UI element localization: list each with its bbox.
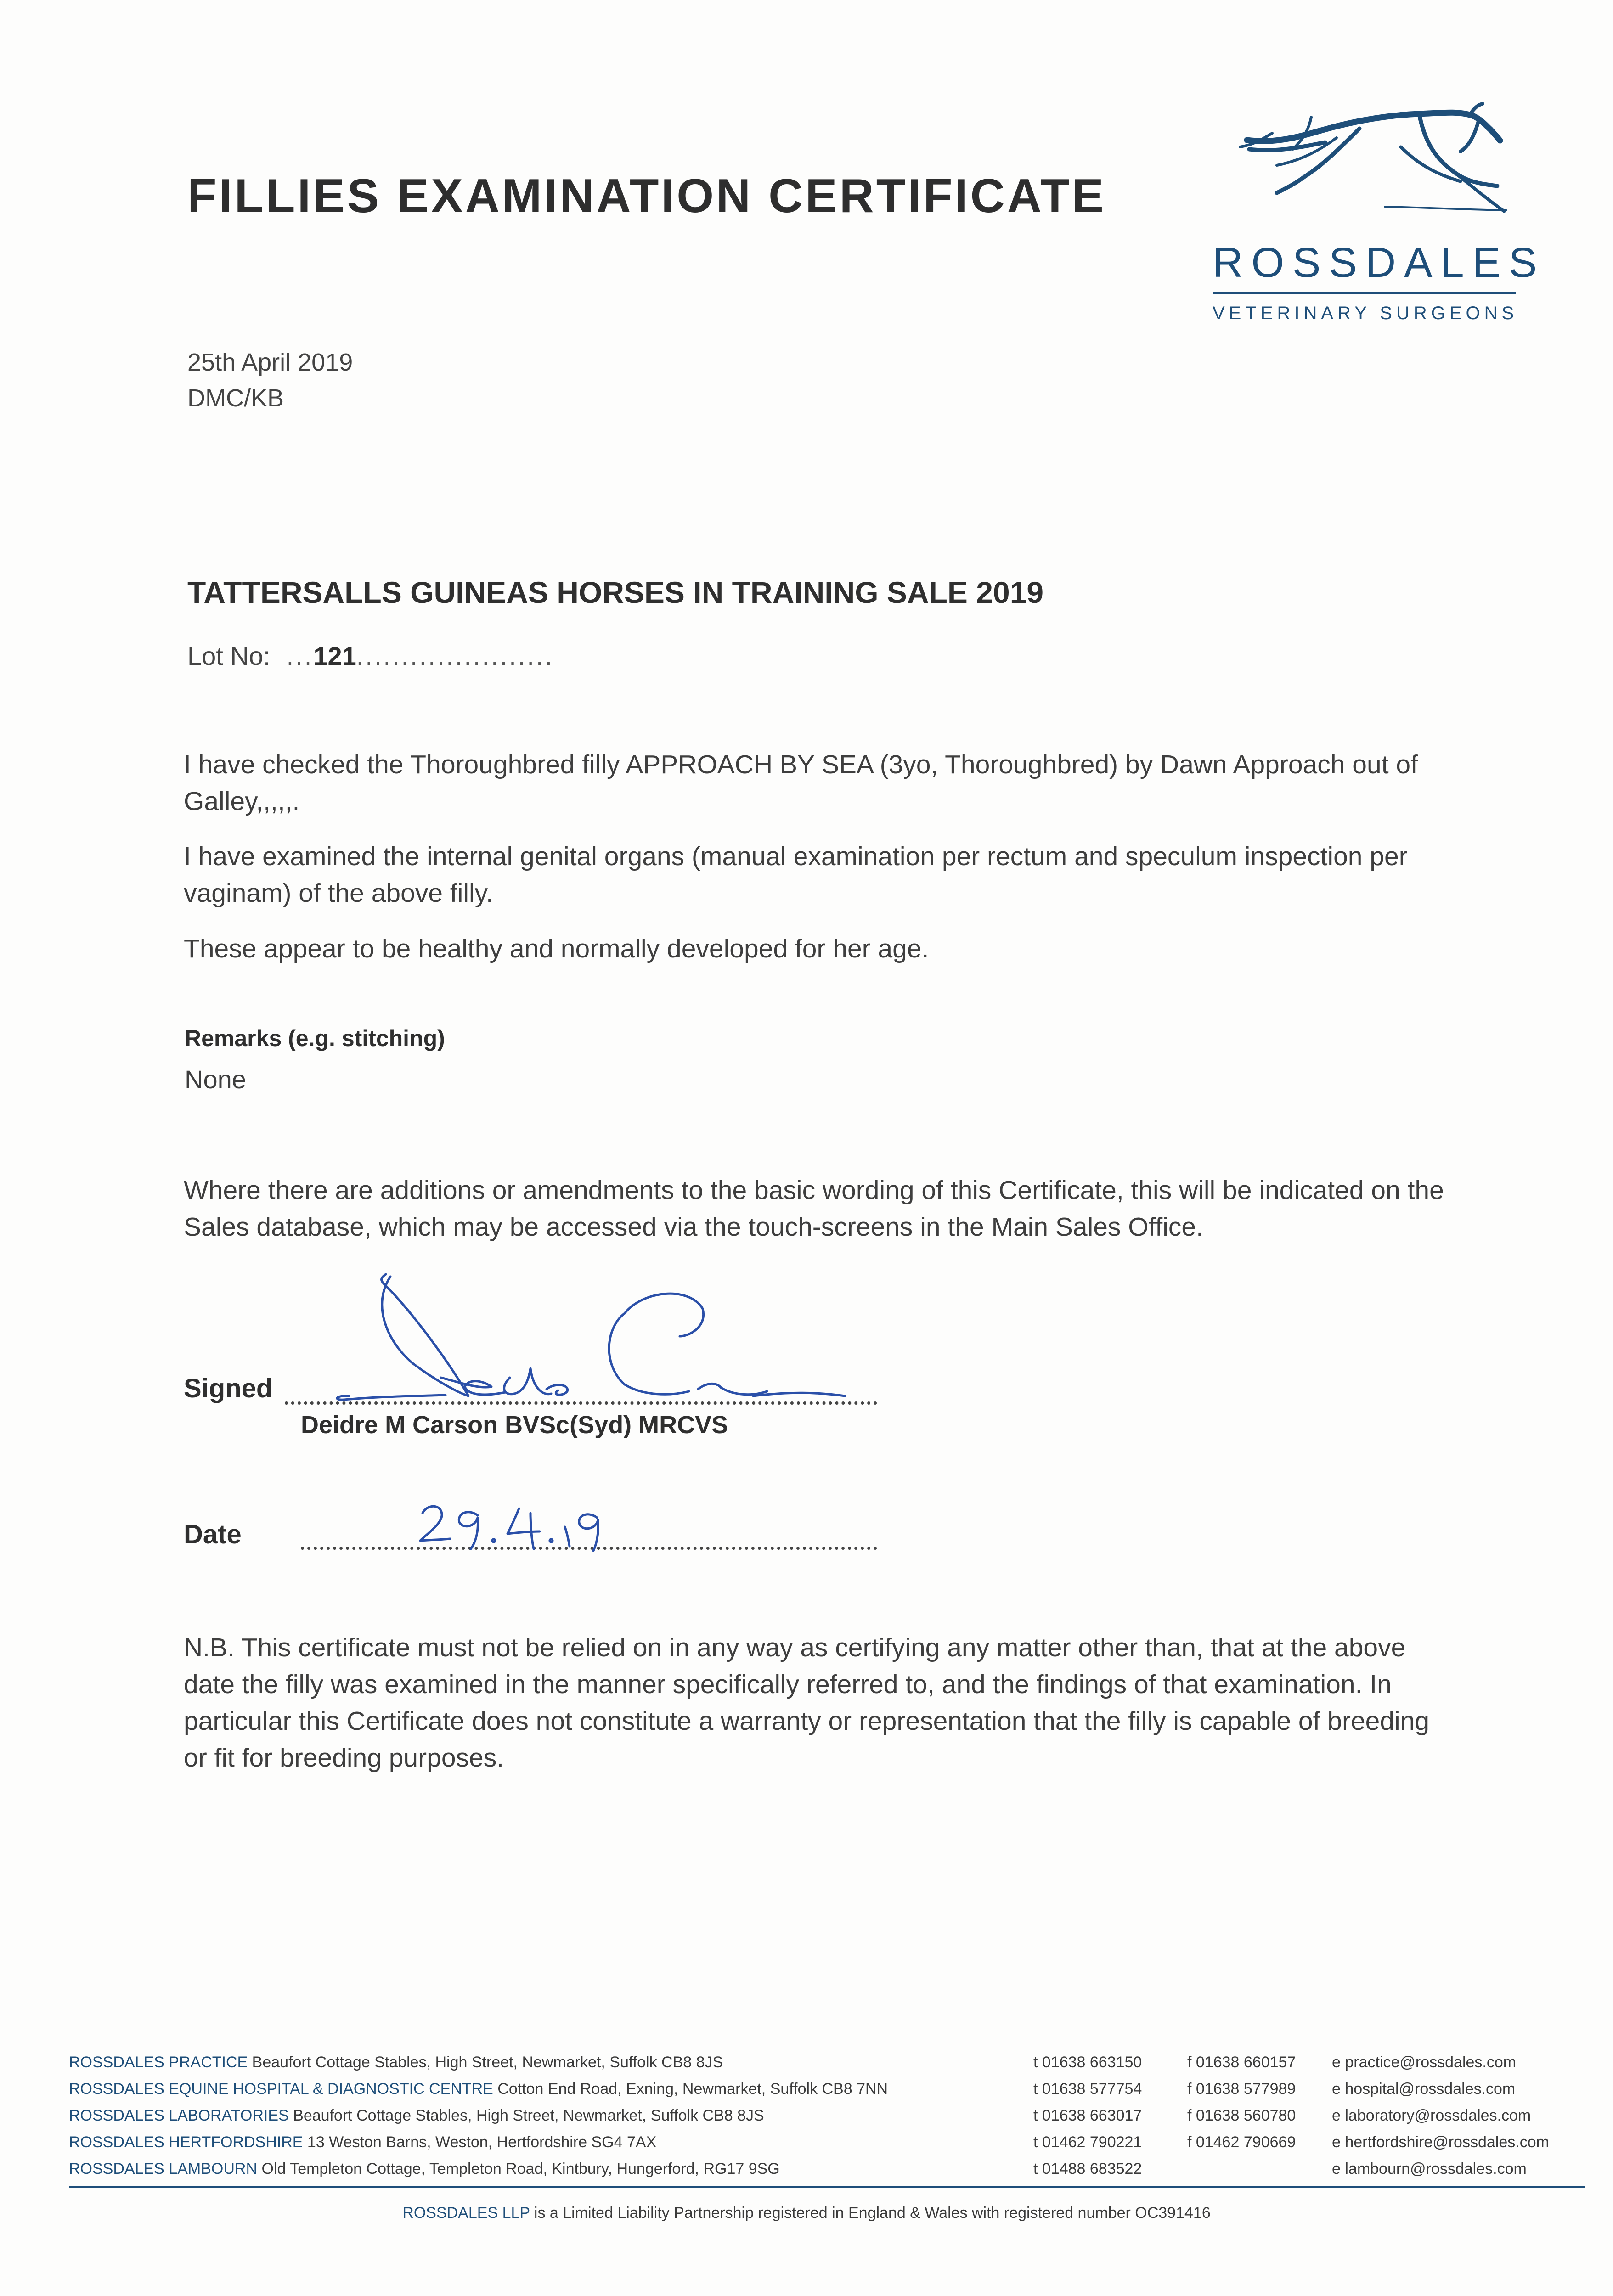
- footer-office-row: [69, 2155, 1580, 2182]
- office-address: Cotton End Road, Exning, Newmarket, Suffolk CB8 7NN: [497, 2080, 888, 2098]
- office-name-address: [69, 2155, 780, 2182]
- office-name-address: [69, 2076, 888, 2102]
- lot-number: 121: [313, 642, 356, 670]
- signer-name: Deidre M Carson BVSc(Syd) MRCVS: [301, 1411, 728, 1439]
- footer-office-row: [69, 2102, 1580, 2129]
- letter-reference: DMC/KB: [187, 384, 284, 412]
- office-fax: f 01638 577989: [1187, 2080, 1296, 2098]
- office-email: e hospital@rossdales.com: [1332, 2080, 1516, 2098]
- office-telephone: t 01638 577754: [1033, 2080, 1142, 2098]
- office-address: 13 Weston Barns, Weston, Hertfordshire SG4 7AX: [307, 2133, 657, 2151]
- paragraph-checked: I have checked the Thoroughbred filly APPROACH BY SEA (3yo, Thoroughbred) by Dawn Approach out of Galley,,,,,.: [184, 750, 1418, 816]
- logo-subtitle: VETERINARY SURGEONS: [1213, 303, 1518, 323]
- footer-contacts: [69, 2049, 1580, 2182]
- footer-office-row: [69, 2076, 1580, 2102]
- office-name: ROSSDALES LABORATORIES: [69, 2107, 289, 2124]
- office-name-address: [69, 2049, 723, 2076]
- paragraph-examined: I have examined the internal genital organs (manual examination per rectum and speculum inspection per vaginam) of the above filly.: [184, 842, 1408, 908]
- office-name-address: [69, 2129, 656, 2155]
- rossdales-logo: [1203, 101, 1545, 340]
- office-fax: f 01462 790669: [1187, 2133, 1296, 2151]
- handwritten-signature: [294, 1258, 891, 1414]
- lot-leader-dots: ...: [277, 642, 314, 670]
- paragraph-findings: These appear to be healthy and normally developed for her age.: [184, 934, 929, 963]
- amendments-paragraph: Where there are additions or amendments to the basic wording of this Certificate, this will be indicated on the Sales database, which may be accessed via the touch-screens in the Main Sales Office.: [184, 1176, 1444, 1242]
- date-label: Date: [184, 1519, 242, 1549]
- logo-wordmark: ROSSDALES: [1213, 239, 1545, 286]
- remarks-value: None: [185, 1065, 246, 1094]
- footer-legal-notice: [0, 2204, 1613, 2222]
- office-telephone: t 01638 663150: [1033, 2054, 1142, 2071]
- office-name: ROSSDALES LAMBOURN: [69, 2160, 257, 2178]
- signed-label: Signed: [184, 1373, 273, 1403]
- footer-divider: [69, 2186, 1585, 2188]
- office-name: ROSSDALES HERTFORDSHIRE: [69, 2133, 303, 2151]
- office-fax: f 01638 560780: [1187, 2107, 1296, 2124]
- office-email: e laboratory@rossdales.com: [1332, 2107, 1531, 2124]
- remarks-label: Remarks (e.g. stitching): [185, 1025, 445, 1051]
- letter-date: 25th April 2019: [187, 349, 353, 376]
- footer-office-row: [69, 2129, 1580, 2155]
- disclaimer-note: N.B. This certificate must not be relied on in any way as certifying any matter other than, that at the above date the filly was examined in the manner specifically referred to, and the findings of that examination. In particular this Certificate does not constitute a warranty or representation that the filly is capable of breeding or fit for breeding purposes.: [184, 1633, 1430, 1773]
- legal-entity-text: is a Limited Liability Partnership registered in England & Wales with registered number OC391416: [534, 2204, 1211, 2222]
- sale-title: TATTERSALLS GUINEAS HORSES IN TRAINING SALE 2019: [187, 575, 1044, 609]
- office-email: e hertfordshire@rossdales.com: [1332, 2133, 1549, 2151]
- office-name-address: [69, 2102, 764, 2129]
- lot-label: Lot No:: [187, 642, 271, 670]
- certificate-title: FILLIES EXAMINATION CERTIFICATE: [187, 169, 1106, 223]
- lot-number-line: [187, 641, 554, 671]
- footer-office-row: [69, 2049, 1580, 2076]
- office-telephone: t 01638 663017: [1033, 2107, 1142, 2124]
- office-telephone: t 01462 790221: [1033, 2133, 1142, 2151]
- office-email: e lambourn@rossdales.com: [1332, 2160, 1527, 2178]
- legal-entity-name: ROSSDALES LLP: [402, 2204, 530, 2222]
- office-address: Beaufort Cottage Stables, High Street, Newmarket, Suffolk CB8 8JS: [293, 2107, 764, 2124]
- lot-trailer-dots: ......................: [356, 642, 554, 670]
- office-fax: f 01638 660157: [1187, 2054, 1296, 2071]
- office-name: ROSSDALES EQUINE HOSPITAL & DIAGNOSTIC CENTRE: [69, 2080, 493, 2098]
- logo-divider: [1213, 292, 1516, 294]
- handwritten-date: [413, 1495, 634, 1554]
- galloping-horse-icon: [1203, 101, 1516, 239]
- office-email: e practice@rossdales.com: [1332, 2054, 1517, 2071]
- office-telephone: t 01488 683522: [1033, 2160, 1142, 2178]
- office-address: Beaufort Cottage Stables, High Street, Newmarket, Suffolk CB8 8JS: [252, 2054, 723, 2071]
- office-address: Old Templeton Cottage, Templeton Road, Kintbury, Hungerford, RG17 9SG: [261, 2160, 780, 2178]
- office-name: ROSSDALES PRACTICE: [69, 2054, 248, 2071]
